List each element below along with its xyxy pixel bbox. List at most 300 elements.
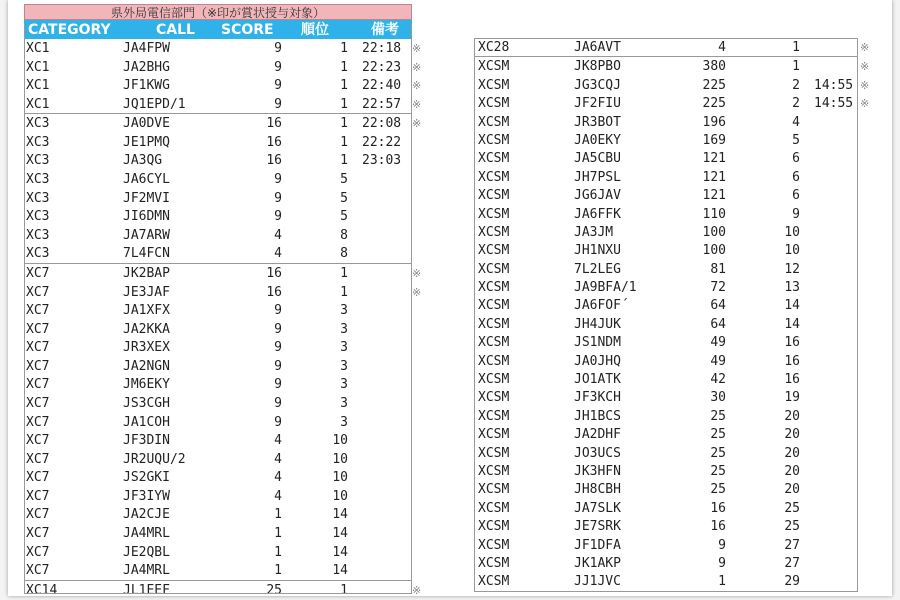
award-mark: ※ [860,78,870,92]
category-cell: XCSM [478,574,510,590]
award-mark: ※ [860,60,870,74]
score-cell: 1 [274,507,282,523]
call-cell: JE3JAF [123,284,170,300]
rank-cell: 20 [784,463,800,479]
score-cell: 9 [274,358,282,374]
table-row [474,480,858,498]
call-cell: JE2QBL [123,544,170,560]
rank-cell: 10 [332,451,348,467]
table-row [24,226,412,245]
table-row [24,58,422,77]
table-row [474,517,858,535]
rank-cell: 3 [340,340,348,356]
category-cell: XC7 [26,303,50,319]
call-cell: JS2GKI [123,470,170,486]
category-cell: XC3 [26,190,50,206]
table-row [474,444,858,462]
award-mark: ※ [412,79,422,93]
rank-cell: 1 [340,582,348,596]
category-cell: XC7 [26,507,50,523]
call-cell: JF2FIU [574,96,621,112]
rank-cell: 3 [340,377,348,393]
rank-cell: 10 [784,224,800,240]
header-call: CALL [156,22,195,38]
table-row [474,241,858,259]
category-cell: XCSM [478,132,510,148]
call-cell: JA2BHG [123,59,170,75]
table-row [24,151,412,170]
call-cell: JK8PBO [574,59,621,75]
call-cell: JJ1JVC [574,574,621,590]
category-cell: XC7 [26,470,50,486]
category-cell: XCSM [478,372,510,388]
category-cell: XC1 [26,59,50,75]
rank-cell: 3 [340,414,348,430]
category-cell: XC7 [26,526,50,542]
rank-cell: 1 [792,59,800,75]
category-cell: XC7 [26,395,50,411]
note-cell: 22:57 [362,96,402,112]
score-cell: 9 [274,78,282,94]
category-cell: XCSM [478,59,510,75]
category-cell: XC7 [26,284,50,300]
score-cell: 72 [710,280,726,296]
rank-cell: 2 [792,77,800,93]
award-mark: ※ [412,117,422,131]
table-row [24,524,412,543]
rank-cell: 14 [332,544,348,560]
category-cell: XC7 [26,563,50,579]
score-cell: 100 [702,243,726,259]
category-cell: XC7 [26,544,50,560]
table-row [24,263,422,283]
category-cell: XCSM [478,206,510,222]
award-mark: ※ [412,285,422,299]
rank-cell: 6 [792,169,800,185]
table-row [24,375,412,394]
call-cell: JH7PSL [574,169,621,185]
category-cell: XC3 [26,209,50,225]
call-cell: JF2MVI [123,190,170,206]
category-cell: XCSM [478,169,510,185]
table-row [24,95,422,114]
table-row [474,76,870,94]
category-cell: XC7 [26,321,50,337]
category-cell: XCSM [478,427,510,443]
table-row [24,320,412,339]
call-cell: JA4FPW [123,41,170,56]
score-cell: 25 [710,427,726,443]
category-cell: XC7 [26,358,50,374]
call-cell: JA6CYL [123,172,170,188]
call-cell: JK3HFN [574,463,621,479]
rank-cell: 1 [340,59,348,75]
table-row [24,450,412,469]
rank-cell: 6 [792,188,800,204]
call-cell: JA0EKY [574,132,621,148]
right-rows [474,38,870,591]
table-row [474,333,858,351]
rank-cell: 5 [340,209,348,225]
score-cell: 225 [702,77,726,93]
table-row [24,561,412,580]
rank-cell: 10 [332,470,348,486]
score-cell: 16 [266,153,282,169]
score-cell: 9 [274,395,282,411]
call-cell: JA1XFX [123,303,170,319]
score-cell: 25 [266,582,282,596]
category-cell: XC3 [26,227,50,243]
rank-cell: 16 [784,335,800,351]
category-cell: XCSM [478,353,510,369]
header-score: SCORE [221,22,274,38]
rank-cell: 20 [784,408,800,424]
table-row [474,94,870,112]
table-row [474,38,870,57]
score-cell: 1 [274,544,282,560]
rank-cell: 10 [332,433,348,449]
rank-cell: 27 [784,537,800,553]
category-cell: XC1 [26,96,50,112]
category-cell: XCSM [478,335,510,351]
score-cell: 9 [274,41,282,56]
table-row [474,296,858,314]
table-row [474,572,858,590]
score-cell: 49 [710,335,726,351]
score-cell: 4 [274,433,282,449]
call-cell: JE1PMQ [123,134,170,150]
category-cell: XCSM [478,77,510,93]
rank-cell: 14 [784,298,800,314]
table-row [24,207,412,226]
category-cell: XC14 [26,582,58,596]
category-cell: XCSM [478,280,510,296]
call-cell: JH1BCS [574,408,621,424]
call-cell: JS3CGH [123,395,170,411]
header-note: 備考 [371,22,399,38]
note-cell: 22:23 [362,59,402,75]
score-cell: 16 [266,265,282,281]
rank-cell: 8 [340,227,348,243]
call-cell: JF3DIN [123,433,170,449]
score-cell: 121 [702,188,726,204]
score-cell: 9 [274,377,282,393]
call-cell: JA2NGN [123,358,170,374]
category-cell: XC28 [478,40,510,55]
score-cell: 121 [702,169,726,185]
table-row [474,407,858,425]
category-cell: XCSM [478,96,510,112]
score-cell: 196 [702,114,726,130]
rank-cell: 20 [784,445,800,461]
rank-cell: 3 [340,358,348,374]
call-cell: JI6DMN [123,209,170,225]
award-mark: ※ [860,41,870,54]
score-cell: 25 [710,463,726,479]
rank-cell: 14 [784,316,800,332]
table-header-row [24,20,412,39]
category-cell: XC1 [26,78,50,94]
table-row [474,425,858,443]
note-cell: 22:40 [362,78,402,94]
category-cell: XC7 [26,433,50,449]
rank-cell: 14 [332,563,348,579]
award-mark: ※ [412,42,422,55]
rank-cell: 20 [784,482,800,498]
rank-cell: 25 [784,519,800,535]
note-cell: 23:03 [362,153,402,169]
score-cell: 169 [702,132,726,148]
category-cell: XCSM [478,261,510,277]
call-cell: JF1DFA [574,537,621,553]
category-cell: XCSM [478,188,510,204]
call-cell: JF3IYW [123,488,170,504]
rank-cell: 10 [784,243,800,259]
call-cell: JM6EKY [123,377,170,393]
category-cell: XCSM [478,114,510,130]
call-cell: JO3UCS [574,445,621,461]
table-row [474,315,858,333]
rank-cell: 3 [340,303,348,319]
award-mark: ※ [860,97,870,111]
score-cell: 1 [274,563,282,579]
category-cell: XC3 [26,172,50,188]
score-cell: 25 [710,445,726,461]
category-cell: XCSM [478,408,510,424]
call-cell: 7L2LEG [574,261,621,277]
score-cell: 4 [274,227,282,243]
score-cell: 4 [274,488,282,504]
table-row [474,536,858,554]
call-cell: JL1EEF [123,582,170,596]
call-cell: JS1NDM [574,335,621,351]
call-cell: JE7SRK [574,519,621,535]
call-cell: JA3QG [123,153,163,169]
table-row [24,133,412,152]
table-row [24,580,422,596]
score-cell: 9 [718,555,726,571]
score-cell: 30 [710,390,726,406]
call-cell: JG6JAV [574,188,621,204]
table-row [24,468,412,487]
score-cell: 25 [710,408,726,424]
category-cell: XCSM [478,555,510,571]
table-row [24,505,412,524]
call-cell: JF3KCH [574,390,621,406]
rank-cell: 1 [340,265,348,281]
category-cell: XC3 [26,153,50,169]
table-row [474,554,858,572]
score-cell: 9 [274,340,282,356]
score-cell: 1 [274,526,282,542]
table-row [474,57,870,75]
rank-cell: 25 [784,500,800,516]
rank-cell: 5 [792,132,800,148]
table-row [24,357,412,376]
table-row [474,260,858,278]
category-cell: XCSM [478,224,510,240]
rank-cell: 1 [340,284,348,300]
call-cell: JG3CQJ [574,77,621,93]
rank-cell: 16 [784,372,800,388]
table-row [24,189,412,208]
score-cell: 1 [718,574,726,590]
table-row [474,168,858,186]
score-cell: 16 [266,284,282,300]
rank-cell: 1 [340,153,348,169]
category-cell: XC7 [26,414,50,430]
call-cell: JA2KKA [123,321,170,337]
rank-cell: 5 [340,190,348,206]
score-cell: 4 [274,246,282,262]
score-cell: 25 [710,482,726,498]
table-row [24,113,422,133]
category-cell: XCSM [478,519,510,535]
call-cell: JA3JM [574,224,614,240]
category-cell: XC7 [26,340,50,356]
table-row [474,113,858,131]
header-category: CATEGORY [28,22,111,38]
left-rows [24,39,422,596]
call-cell: JA5CBU [574,151,621,167]
score-cell: 64 [710,298,726,314]
category-cell: XC3 [26,116,50,132]
score-cell: 110 [702,206,726,222]
rank-cell: 1 [792,40,800,55]
call-cell: JQ1EPD/1 [123,96,186,112]
category-cell: XCSM [478,316,510,332]
rank-cell: 12 [784,261,800,277]
category-cell: XCSM [478,482,510,498]
note-cell: 22:08 [362,116,402,132]
call-cell: JH4JUK [574,316,621,332]
call-cell: JA4MRL [123,526,170,542]
category-cell: XCSM [478,390,510,406]
call-cell: JA7ARW [123,227,170,243]
table-row [474,370,858,388]
rank-cell: 16 [784,353,800,369]
table-row [24,487,412,506]
left-results-table [24,4,422,596]
table-row [24,338,412,357]
table-row [24,76,422,95]
call-cell: JA0JHQ [574,353,621,369]
score-cell: 64 [710,316,726,332]
table-row [24,301,412,320]
score-cell: 4 [718,40,726,55]
award-mark: ※ [412,97,422,111]
rank-cell: 3 [340,321,348,337]
score-cell: 9 [274,414,282,430]
score-cell: 16 [266,134,282,150]
table-row [474,205,858,223]
call-cell: JH8CBH [574,482,621,498]
table-row [24,39,422,58]
score-cell: 9 [718,537,726,553]
award-mark: ※ [412,60,422,74]
score-cell: 49 [710,353,726,369]
note-cell: 22:22 [362,134,402,150]
rank-cell: 3 [340,395,348,411]
score-cell: 4 [274,451,282,467]
rank-cell: 1 [340,41,348,56]
rank-cell: 5 [340,172,348,188]
rank-cell: 6 [792,151,800,167]
category-cell: XCSM [478,537,510,553]
category-cell: XCSM [478,243,510,259]
score-cell: 9 [274,321,282,337]
category-cell: XC7 [26,488,50,504]
table-row [24,283,422,302]
call-cell: JA7SLK [574,500,621,516]
table-row [474,462,858,480]
category-cell: XCSM [478,463,510,479]
call-cell: JF1KWG [123,78,170,94]
table-title: 県外局電信部門（※印が賞状授与対象） [24,4,412,20]
score-cell: 9 [274,96,282,112]
results-sheet [8,0,892,596]
call-cell: JO1ATK [574,372,621,388]
call-cell: JK1AKP [574,555,621,571]
rank-cell: 1 [340,134,348,150]
call-cell: JA6FOF´ [574,298,629,314]
table-row [474,149,858,167]
category-cell: XCSM [478,445,510,461]
rank-cell: 1 [340,96,348,112]
note-cell: 14:55 [814,96,854,112]
table-row [474,131,858,149]
table-row [24,244,412,263]
right-results-table [474,38,870,591]
rank-cell: 10 [332,488,348,504]
rank-cell: 20 [784,427,800,443]
score-cell: 121 [702,151,726,167]
rank-cell: 29 [784,574,800,590]
table-row [24,394,412,413]
category-cell: XCSM [478,500,510,516]
table-row [24,543,412,562]
category-cell: XC3 [26,246,50,262]
rank-cell: 27 [784,555,800,571]
score-cell: 42 [710,372,726,388]
score-cell: 4 [274,470,282,486]
call-cell: JA9BFA/1 [574,280,637,296]
call-cell: 7L4FCN [123,246,170,262]
rank-cell: 13 [784,280,800,296]
category-cell: XC7 [26,451,50,467]
call-cell: JA2CJE [123,507,170,523]
note-cell: 22:18 [362,41,402,56]
table-row [474,278,858,296]
call-cell: JA4MRL [123,563,170,579]
category-cell: XC7 [26,377,50,393]
note-cell: 14:55 [814,77,854,93]
category-cell: XCSM [478,151,510,167]
rank-cell: 9 [792,206,800,222]
score-cell: 9 [274,172,282,188]
rank-cell: 8 [340,246,348,262]
score-cell: 100 [702,224,726,240]
table-row [474,223,858,241]
rank-cell: 14 [332,507,348,523]
category-cell: XC7 [26,265,50,281]
table-row [474,388,858,406]
table-row [474,186,858,204]
table-row [24,413,412,432]
score-cell: 380 [702,59,726,75]
score-cell: 9 [274,59,282,75]
score-cell: 16 [266,116,282,132]
